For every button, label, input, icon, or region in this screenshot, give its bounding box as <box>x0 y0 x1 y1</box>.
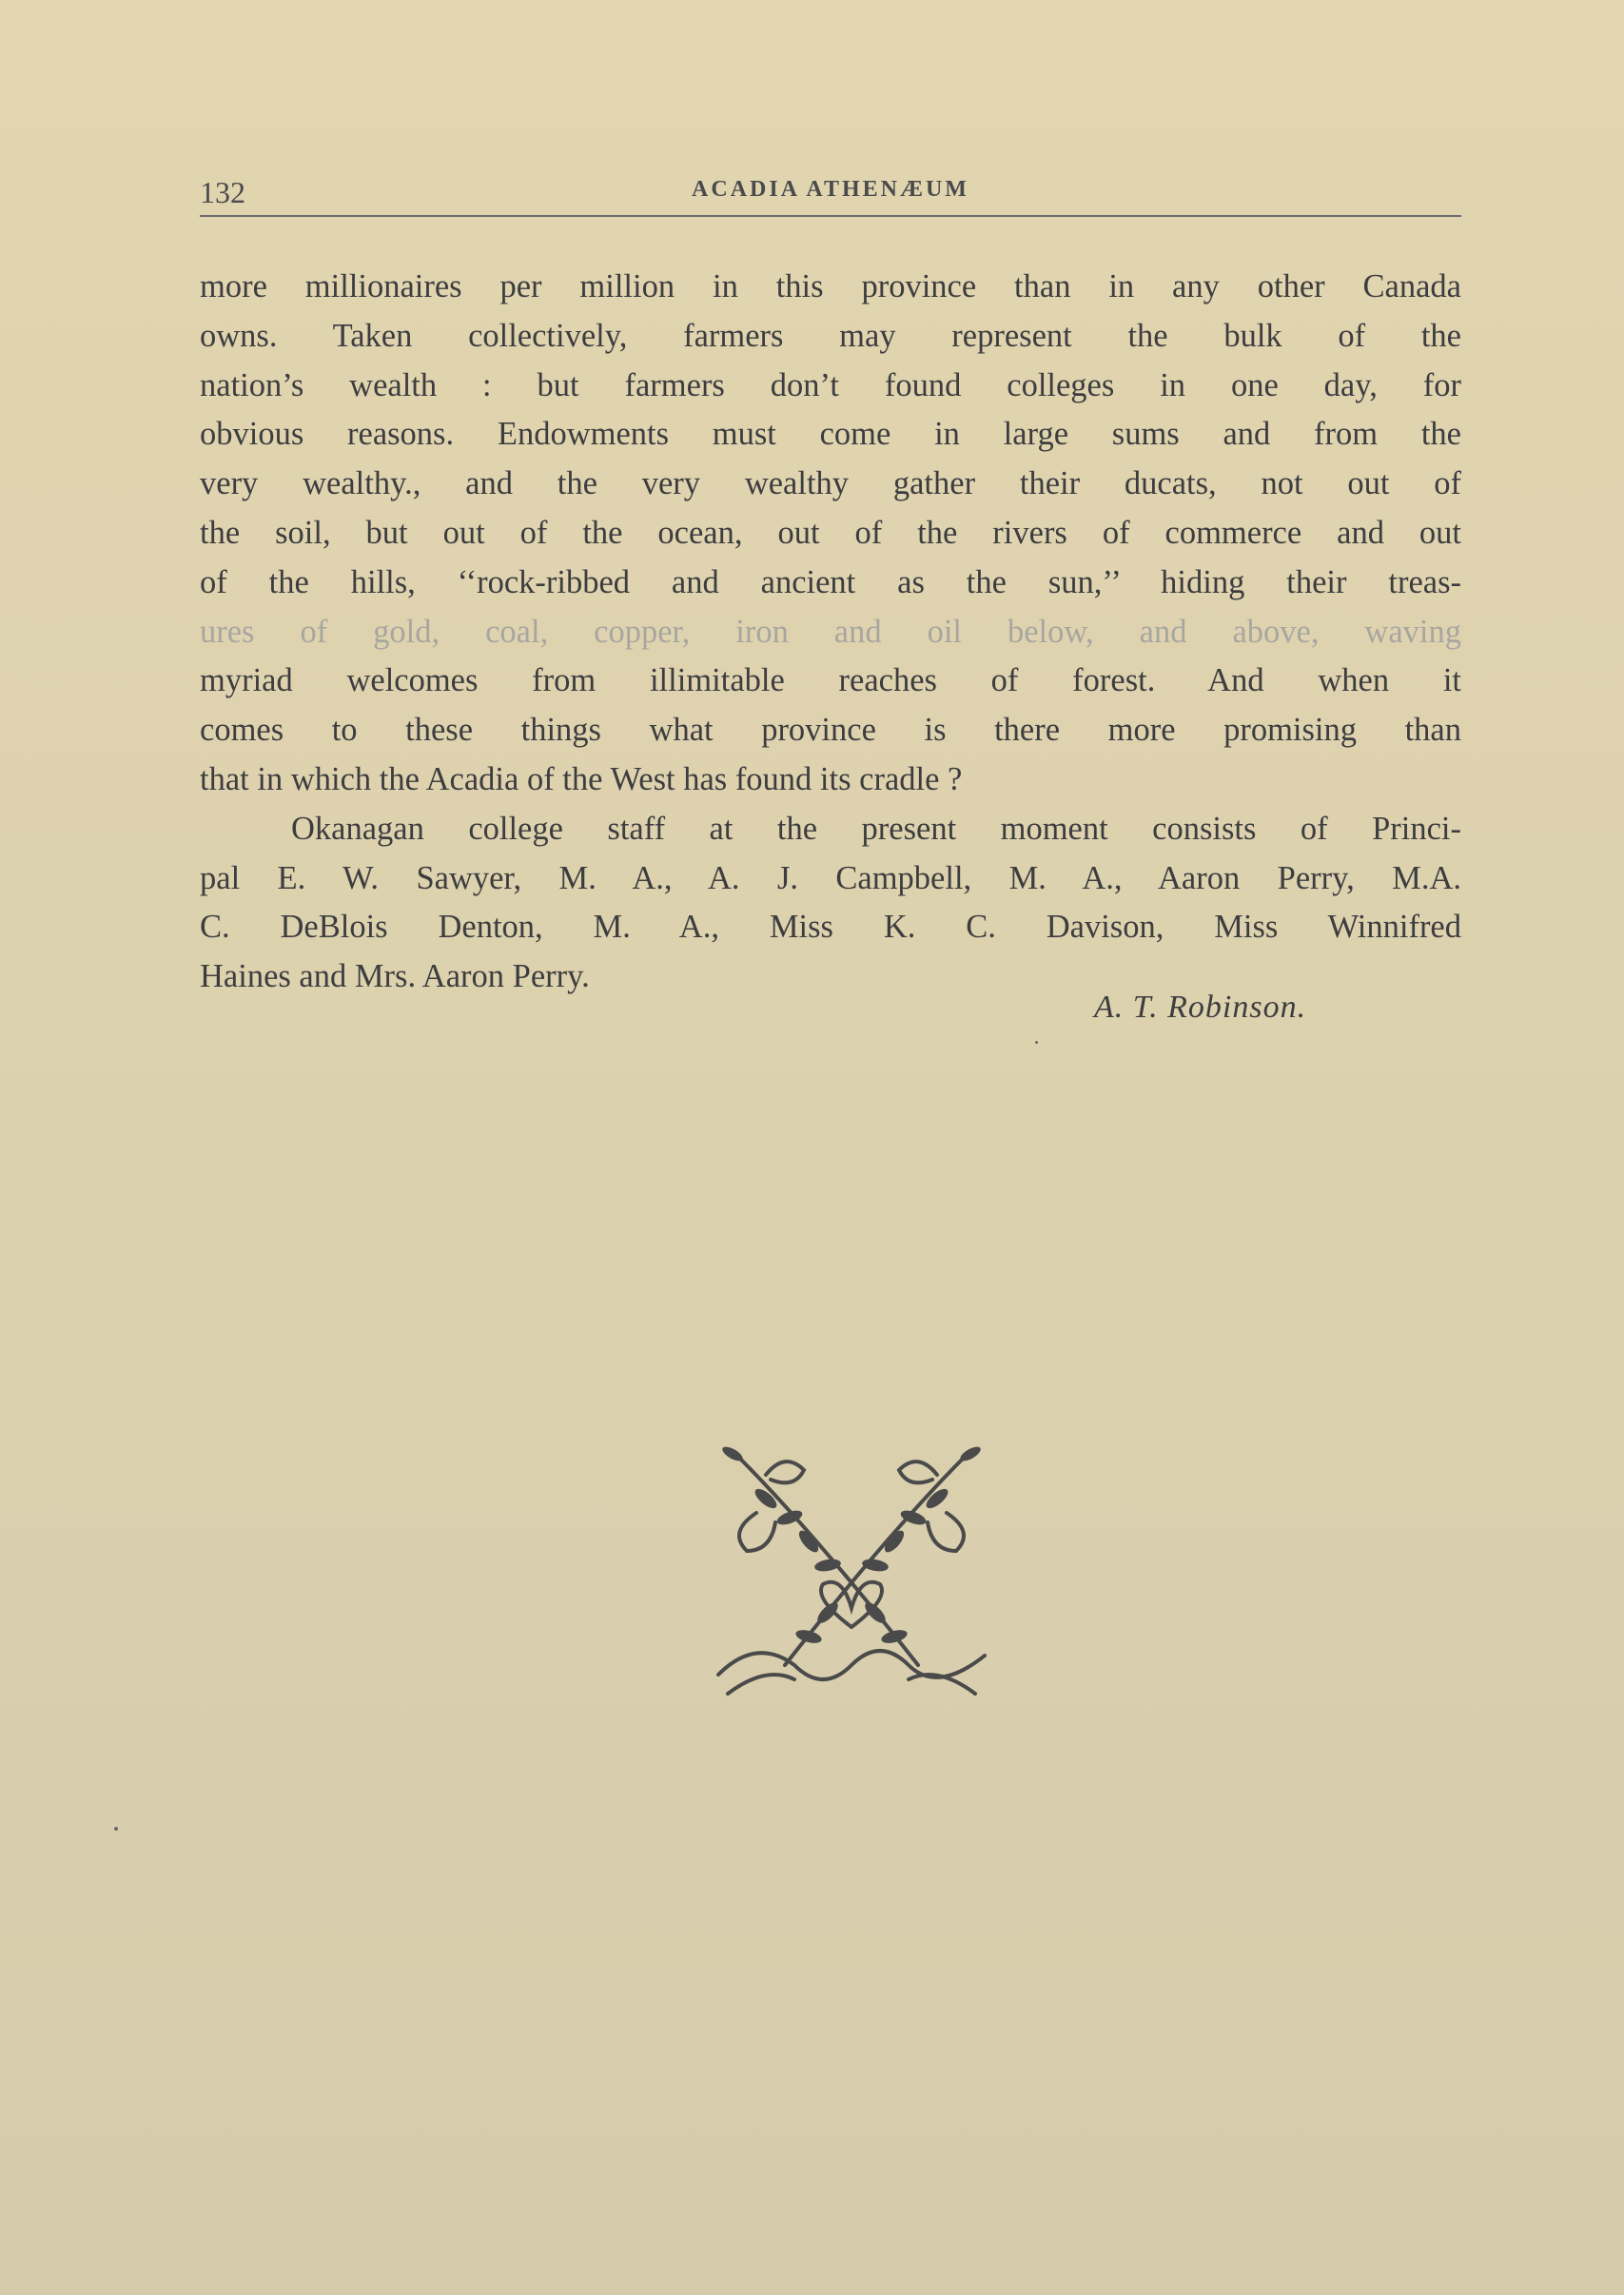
running-header <box>200 171 1461 217</box>
paper-speck <box>1035 1041 1038 1044</box>
text-line: Haines and Mrs. Aaron Perry. <box>200 958 590 995</box>
text-line: obvious reasons. Endowments must come in large sums and from the <box>200 416 1461 453</box>
text-line: that in which the Acadia of the West has found its cradle ? <box>200 760 963 797</box>
paragraph-2 <box>200 805 1461 1002</box>
crossed-laurel-ribbon-icon <box>699 1446 1004 1713</box>
text-line: nation’s wealth : but farmers don’t found colleges in one day, for <box>200 366 1461 403</box>
text-line: very wealthy., and the very wealthy gather their ducats, not out of <box>200 465 1461 502</box>
journal-title: ACADIA ATHENÆUM <box>692 177 969 202</box>
text-line: of the hills, ‘‘rock-ribbed and ancient as the sun,’’ hiding their treas- <box>200 563 1461 600</box>
text-line: C. DeBlois Denton, M. A., Miss K. C. Davison, Miss Winnifred <box>200 909 1461 946</box>
text-line: comes to these things what province is there more promising than <box>200 712 1461 749</box>
text-line: myriad welcomes from illimitable reaches of forest. And when it <box>200 662 1461 699</box>
text-line: the soil, but out of the ocean, out of the rivers of commerce and out <box>200 514 1461 551</box>
text-line: pal E. W. Sawyer, M. A., A. J. Campbell, M. A., Aaron Perry, M.A. <box>200 859 1461 896</box>
paragraph-1 <box>200 263 1461 805</box>
text-line: Okanagan college staff at the present moment consists of Princi- <box>291 810 1461 847</box>
author-signature: A. T. Robinson. <box>1094 990 1307 1025</box>
text-line: more millionaires per million in this province than in any other Canada <box>200 268 1461 304</box>
text-line-faded: ures of gold, coal, copper, iron and oil below, and above, waving <box>200 613 1461 650</box>
article-body <box>200 263 1461 1002</box>
paper-speck <box>114 1827 118 1831</box>
page-number: 132 <box>200 175 245 209</box>
text-line: owns. Taken collectively, farmers may represent the bulk of the <box>200 317 1461 354</box>
